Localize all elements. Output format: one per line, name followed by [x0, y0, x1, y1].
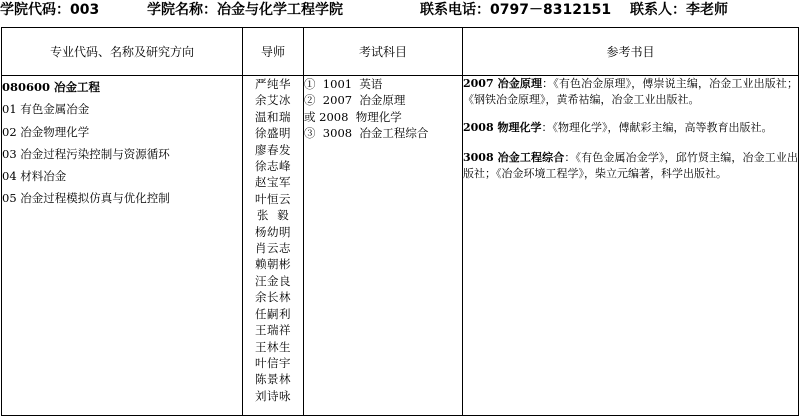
tutor-name: 肖云志 [255, 241, 291, 256]
tutor-name: 严纯华 [255, 77, 291, 91]
tutor-name: 张 毅 [256, 208, 290, 223]
direction-item: 02 冶金物理化学 [2, 124, 90, 139]
college-code: 学院代码：003 [0, 2, 100, 18]
tutor-name: 叶信宇 [255, 355, 291, 370]
contact-phone: 联系电话：0797－8312151 [420, 2, 612, 18]
direction-item: 04 材料冶金 [2, 169, 67, 184]
reference-text: ：《物理化学》，傅献彩主编，高等教育出版社。 [541, 121, 773, 134]
exam-cell [304, 76, 463, 416]
tutor-name: 陈景林 [255, 372, 291, 387]
reference-entry [463, 76, 798, 108]
tutor-cell [243, 76, 304, 416]
exam-subject: ① 1001 英语 [304, 77, 383, 91]
direction-item: 05 冶金过程模拟仿真与优化控制 [2, 191, 170, 206]
tutor-name: 余艾冰 [255, 93, 291, 108]
exam-subject: ② 2007 冶金原理 [304, 93, 406, 108]
tutor-name: 汪金良 [255, 273, 291, 288]
column-header-references: 参考书目 [463, 28, 799, 76]
exam-subject: 或 2008 物理化学 [304, 109, 402, 124]
reference-subject: 2007 冶金原理 [463, 77, 543, 90]
exam-subject: ③ 3008 冶金工程综合 [304, 126, 429, 141]
reference-text: ：《有色金属冶金学》，邱竹贤主编，冶金工业出版社；《冶金环境工程学》，柴立元编著，科学出版社。 [463, 151, 799, 180]
tutor-name: 王瑞祥 [255, 323, 291, 338]
tutor-name: 徐盛明 [255, 126, 291, 141]
column-header-exam: 考试科目 [304, 28, 463, 76]
tutor-name: 赖朝彬 [255, 257, 291, 272]
contact-person: 联系人：李老师 [630, 2, 728, 18]
column-header-tutor: 导师 [243, 28, 304, 76]
reference-subject: 3008 冶金工程综合 [463, 151, 565, 164]
tutor-name: 叶恒云 [255, 191, 291, 206]
major-cell [2, 76, 243, 416]
direction-item: 01 有色金属冶金 [2, 102, 90, 117]
table-row [2, 76, 799, 416]
tutor-name: 刘诗咏 [255, 388, 291, 403]
tutor-name: 徐志峰 [255, 159, 291, 174]
reference-entry [463, 120, 798, 136]
page-header [0, 0, 800, 22]
tutor-name: 余长林 [255, 290, 291, 305]
column-header-major: 专业代码、名称及研究方向 [2, 28, 243, 76]
tutor-name: 王林生 [255, 339, 291, 354]
direction-item: 03 冶金过程污染控制与资源循环 [2, 146, 170, 161]
tutor-name: 赵宝军 [255, 175, 291, 190]
reference-text: ：《有色冶金原理》，傅崇说主编，冶金工业出版社；《钢铁冶金原理》，黄希祜编，冶金工业出版社。 [463, 77, 798, 106]
admissions-table [1, 27, 799, 416]
tutor-name: 温和瑞 [255, 109, 291, 124]
tutor-name: 廖春发 [255, 142, 291, 157]
reference-entry [463, 150, 798, 182]
reference-subject: 2008 物理化学 [463, 121, 542, 134]
college-name: 学院名称：冶金与化学工程学院 [147, 2, 343, 18]
references-cell [463, 76, 799, 416]
tutor-name: 任嗣利 [255, 306, 291, 321]
table-header-row [2, 28, 799, 76]
tutor-name: 杨幼明 [255, 224, 291, 239]
major-title: 080600 冶金工程 [2, 80, 101, 94]
